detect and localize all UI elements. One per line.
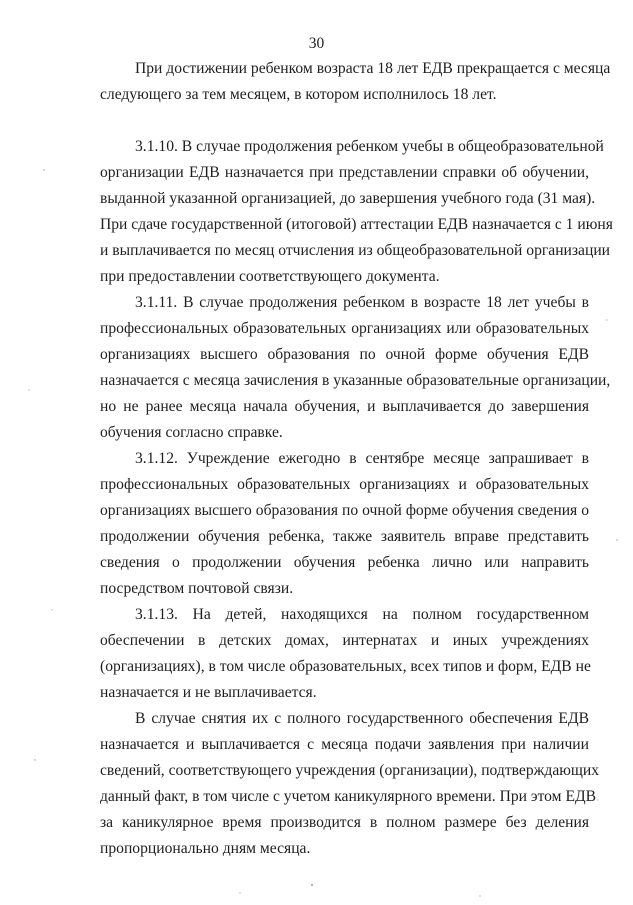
paragraph-line: пропорционально дням месяца. (100, 840, 311, 857)
paragraph-line: организации ЕДВ назначается при представлении справки об обучении, (100, 164, 589, 181)
paragraph-line: 3.1.10. В случае продолжения ребенком учебы в общеобразовательной (135, 138, 604, 155)
paragraph-line: за каникулярное время производится в полном размере без деления (100, 814, 589, 831)
paragraph-line: при предоставлении соответствующего документа. (100, 268, 440, 285)
paragraph-line: 3.1.11. В случае продолжения ребенком в возрасте 18 лет учебы в (135, 294, 589, 311)
paragraph-line: профессиональных образовательных организациях и образовательных (100, 476, 589, 493)
paragraph-line: назначается с месяца зачисления в указанные образовательные организации, (100, 372, 611, 389)
paragraph-line: следующего за тем месяцем, в котором исполнилось 18 лет. (100, 86, 497, 103)
paragraph-line: продолжении обучения ребенка, также заявитель вправе представить (100, 528, 589, 545)
paragraph-line: назначается и выплачивается с месяца подачи заявления при наличии (100, 736, 589, 753)
paragraph-line: 3.1.13. На детей, находящихся на полном государственном (135, 606, 589, 623)
paragraph-line: обеспечении в детских домах, интернатах и иных учреждениях (100, 632, 589, 649)
paragraph-line: но не ранее месяца начала обучения, и выплачивается до завершения (100, 398, 589, 415)
paragraph-line: организациях высшего образования по очной форме обучения сведения о (100, 502, 589, 519)
paragraph-line: профессиональных образовательных организациях или образовательных (100, 320, 589, 337)
paragraph-line: В случае снятия их с полного государственного обеспечения ЕДВ (135, 710, 589, 727)
paragraph-line: выданной указанной организацией, до завершения учебного года (31 мая). (100, 190, 596, 207)
paragraph-line: обучения согласно справке. (100, 424, 283, 441)
paragraph-line: (организациях), в том числе образовательных, всех типов и форм, ЕДВ не (100, 658, 591, 675)
paragraph-line: и выплачивается по месяц отчисления из общеобразовательной организации (100, 242, 611, 259)
paragraph-line: посредством почтовой связи. (100, 580, 294, 597)
paragraph-line: При достижении ребенком возраста 18 лет ЕДВ прекращается с месяца (135, 60, 611, 77)
paragraph-line: 3.1.12. Учреждение ежегодно в сентябре месяце запрашивает в (135, 450, 589, 467)
paragraph-line: сведения о продолжении обучения ребенка лично или направить (100, 554, 589, 571)
paragraph-line: организациях высшего образования по очной форме обучения ЕДВ (100, 346, 589, 363)
paragraph-line: данный факт, в том числе с учетом каникулярного времени. При этом ЕДВ (100, 788, 597, 805)
paragraph-line: назначается и не выплачивается. (100, 684, 317, 701)
page-number: 30 (308, 35, 325, 52)
paragraph-line: сведений, соответствующего учреждения (организации), подтверждающих (100, 762, 600, 779)
paragraph-line: При сдаче государственной (итоговой) аттестации ЕДВ назначается с 1 июня (100, 216, 613, 233)
